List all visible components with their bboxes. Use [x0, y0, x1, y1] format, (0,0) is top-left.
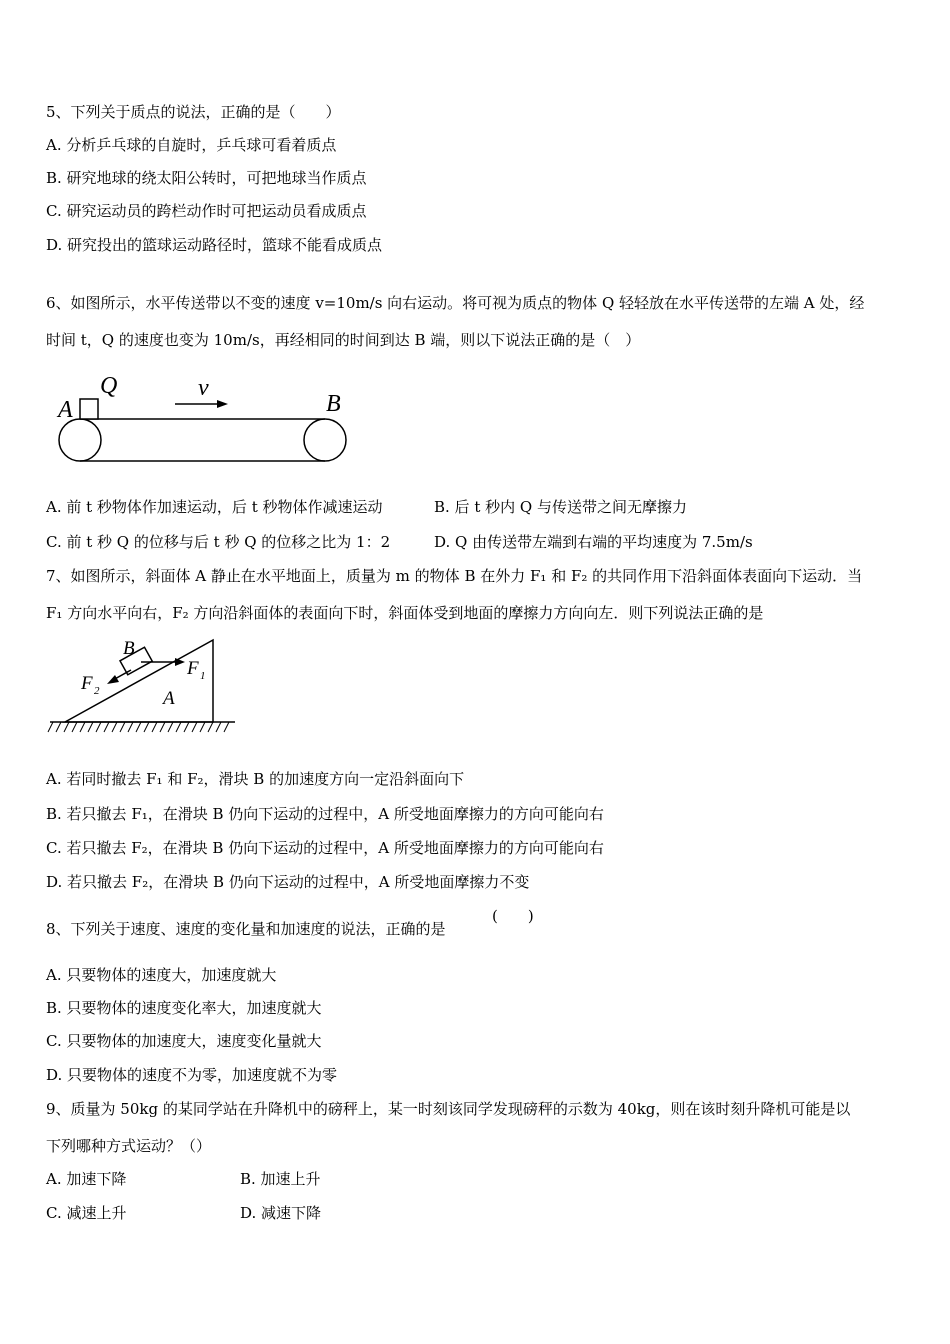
q7-stem-line2: F₁ 方向水平向右，F₂ 方向沿斜面体的表面向下时，斜面体受到地面的摩擦力方向向左．则下列说法正确的是 [46, 604, 764, 622]
conveyor-belt-figure [50, 365, 355, 470]
q5-option-c: C. 研究运动员的跨栏动作时可把运动员看成质点 [46, 202, 367, 220]
q7-option-d: D. 若只撤去 F₂，在滑块 B 仍向下运动的过程中，A 所受地面摩擦力不变 [46, 873, 530, 891]
label-f2-sub: 2 [94, 685, 100, 697]
object-q-block [80, 399, 98, 419]
incline-figure [45, 632, 245, 742]
q5-stem: 5、下列关于质点的说法，正确的是（ ） [46, 103, 341, 121]
q7-option-b: B. 若只撤去 F₁，在滑块 B 仍向下运动的过程中，A 所受地面摩擦力的方向可能向右 [46, 805, 604, 823]
q7-option-c: C. 若只撤去 F₂，在滑块 B 仍向下运动的过程中，A 所受地面摩擦力的方向可能向右 [46, 839, 604, 857]
q8-stem: 8、下列关于速度、速度的变化量和加速度的说法，正确的是 [46, 920, 446, 938]
q9-stem-line1: 9、质量为 50kg 的某同学站在升降机中的磅秤上，某一时刻该同学发现磅秤的示数为 40kg，则在该时刻升降机可能是以 [46, 1100, 851, 1118]
q5-option-a: A. 分析乒乓球的自旋时，乒乓球可看着质点 [46, 136, 337, 154]
label-b: B [123, 638, 135, 659]
q6-option-d: D. Q 由传送带左端到右端的平均速度为 7.5m/s [434, 533, 753, 551]
label-f1: F [187, 658, 199, 679]
q5-option-d: D. 研究投出的篮球运动路径时，篮球不能看成质点 [46, 236, 383, 254]
q8-option-d: D. 只要物体的速度不为零，加速度就不为零 [46, 1066, 338, 1084]
q6-stem-line1: 6、如图所示，水平传送带以不变的速度 v=10m/s 向右运动。将可视为质点的物体 Q 轻轻放在水平传送带的左端 A 处，经 [46, 294, 865, 312]
label-b: B [326, 391, 341, 417]
q7-option-a: A. 若同时撤去 F₁ 和 F₂，滑块 B 的加速度方向一定沿斜面向下 [46, 770, 465, 788]
q7-stem-line1: 7、如图所示，斜面体 A 静止在水平地面上，质量为 m 的物体 B 在外力 F₁ 和 F₂ 的共同作用下沿斜面体表面向下运动．当 [46, 567, 863, 585]
label-v: v [198, 375, 209, 401]
q8-option-c: C. 只要物体的加速度大，速度变化量就大 [46, 1032, 322, 1050]
q6-option-b: B. 后 t 秒内 Q 与传送带之间无摩擦力 [434, 498, 687, 516]
q6-stem-line2: 时间 t，Q 的速度也变为 10m/s，再经相同的时间到达 B 端，则以下说法正确的是（ ） [46, 331, 641, 349]
label-f1-sub: 1 [200, 670, 206, 682]
q6-option-c: C. 前 t 秒 Q 的位移与后 t 秒 Q 的位移之比为 1：2 [46, 533, 391, 551]
q8-option-a: A. 只要物体的速度大，加速度就大 [46, 966, 277, 984]
q9-option-d: D. 减速下降 [240, 1204, 322, 1222]
label-q: Q [100, 373, 118, 399]
label-f2: F [81, 673, 93, 694]
q9-stem-line2: 下列哪种方式运动？（） [46, 1137, 212, 1155]
label-a: A [163, 688, 175, 709]
q9-option-c: C. 减速上升 [46, 1204, 127, 1222]
q8-paren: ( ) [492, 907, 534, 925]
q8-option-b: B. 只要物体的速度变化率大，加速度就大 [46, 999, 322, 1017]
q6-option-a: A. 前 t 秒物体作加速运动，后 t 秒物体作减速运动 [46, 498, 383, 516]
q5-option-b: B. 研究地球的绕太阳公转时，可把地球当作质点 [46, 169, 367, 187]
q9-option-a: A. 加速下降 [46, 1170, 127, 1188]
label-a: A [58, 397, 73, 423]
q9-option-b: B. 加速上升 [240, 1170, 321, 1188]
